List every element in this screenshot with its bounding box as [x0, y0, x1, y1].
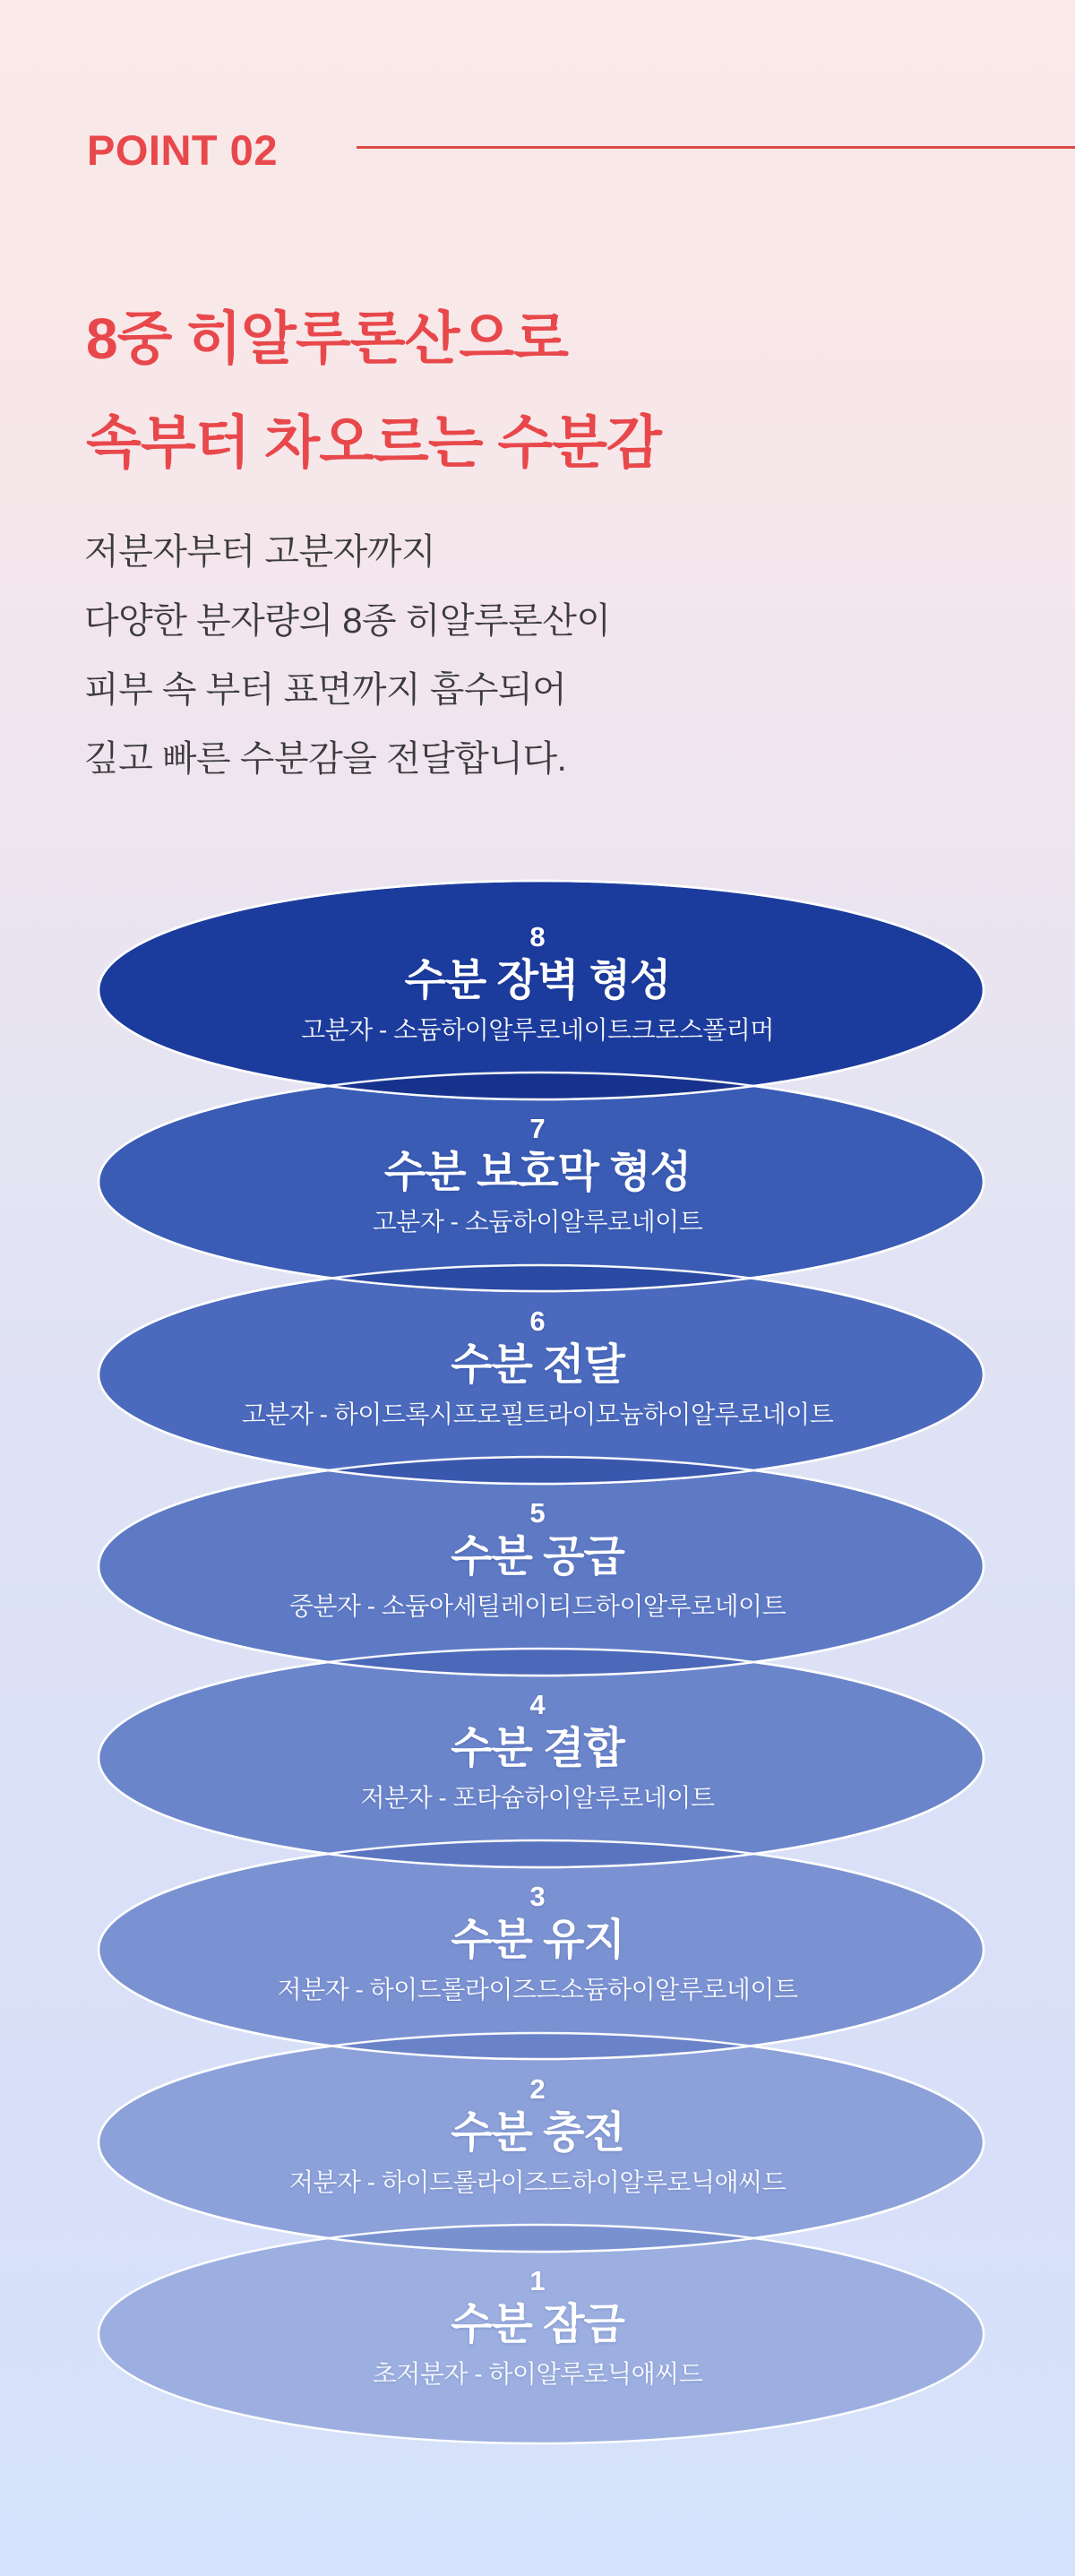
disc-title: 수분 장벽 형성	[404, 957, 671, 1004]
disc-4-label	[0, 1688, 1075, 1814]
disc-number: 8	[529, 921, 546, 952]
description-line: 피부 속 부터 표면까지 흡수되어	[84, 670, 567, 710]
disc-title: 수분 유지	[451, 1917, 624, 1964]
disc-subtitle: 고분자 - 소듐하이알루로네이트크로스폴리머	[301, 1016, 774, 1044]
disc-2-label	[0, 2072, 1075, 2198]
disc-7-label	[0, 1112, 1075, 1237]
disc-subtitle: 초저분자 - 하이알루로닉애씨드	[372, 2360, 703, 2388]
disc-title: 수분 충전	[451, 2109, 624, 2157]
disc-number: 7	[529, 1113, 546, 1144]
disc-number: 5	[529, 1497, 546, 1529]
disc-title: 수분 결합	[451, 1725, 624, 1772]
disc-8-label	[0, 920, 1075, 1046]
disc-number: 2	[529, 2073, 546, 2105]
disc-number: 3	[529, 1881, 546, 1912]
disc-subtitle: 중분자 - 소듐아세틸레이티드하이알루로네이트	[288, 1592, 787, 1620]
disc-1-label	[0, 2264, 1075, 2390]
kicker: POINT 02	[87, 126, 278, 174]
disc-number: 6	[529, 1305, 546, 1337]
disc-3-label	[0, 1880, 1075, 2005]
disc-title: 수분 보호막 형성	[383, 1149, 692, 1196]
disc-subtitle: 저분자 - 하이드롤라이즈드소듐하이알루로네이트	[277, 1976, 798, 2003]
description-line: 깊고 빠른 수분감을 전달합니다.	[84, 739, 567, 779]
disc-number: 4	[529, 1689, 546, 1720]
disc-subtitle: 저분자 - 하이드롤라이즈드하이알루로닉애씨드	[288, 2168, 787, 2196]
description-line: 저분자부터 고분자까지	[84, 532, 436, 572]
disc-subtitle: 저분자 - 포타슘하이알루로네이트	[360, 1784, 715, 1812]
page-title-line2: 속부터 차오르는 수분감	[86, 410, 661, 475]
disc-5-label	[0, 1496, 1075, 1622]
disc-title: 수분 잠금	[451, 2301, 624, 2348]
disc-title: 수분 전달	[451, 1341, 624, 1389]
disc-title: 수분 공급	[451, 1533, 624, 1581]
disc-number: 1	[529, 2265, 546, 2296]
disc-6-label	[0, 1305, 1075, 1430]
disc-subtitle: 고분자 - 하이드록시프로필트라이모늄하이알루로네이트	[241, 1400, 834, 1428]
disc-subtitle: 고분자 - 소듐하이알루로네이트	[372, 1208, 703, 1236]
page-title-line1: 8중 히알루론산으로	[86, 306, 568, 371]
description-line: 다양한 분자량의 8종 히알루론산이	[84, 601, 611, 641]
